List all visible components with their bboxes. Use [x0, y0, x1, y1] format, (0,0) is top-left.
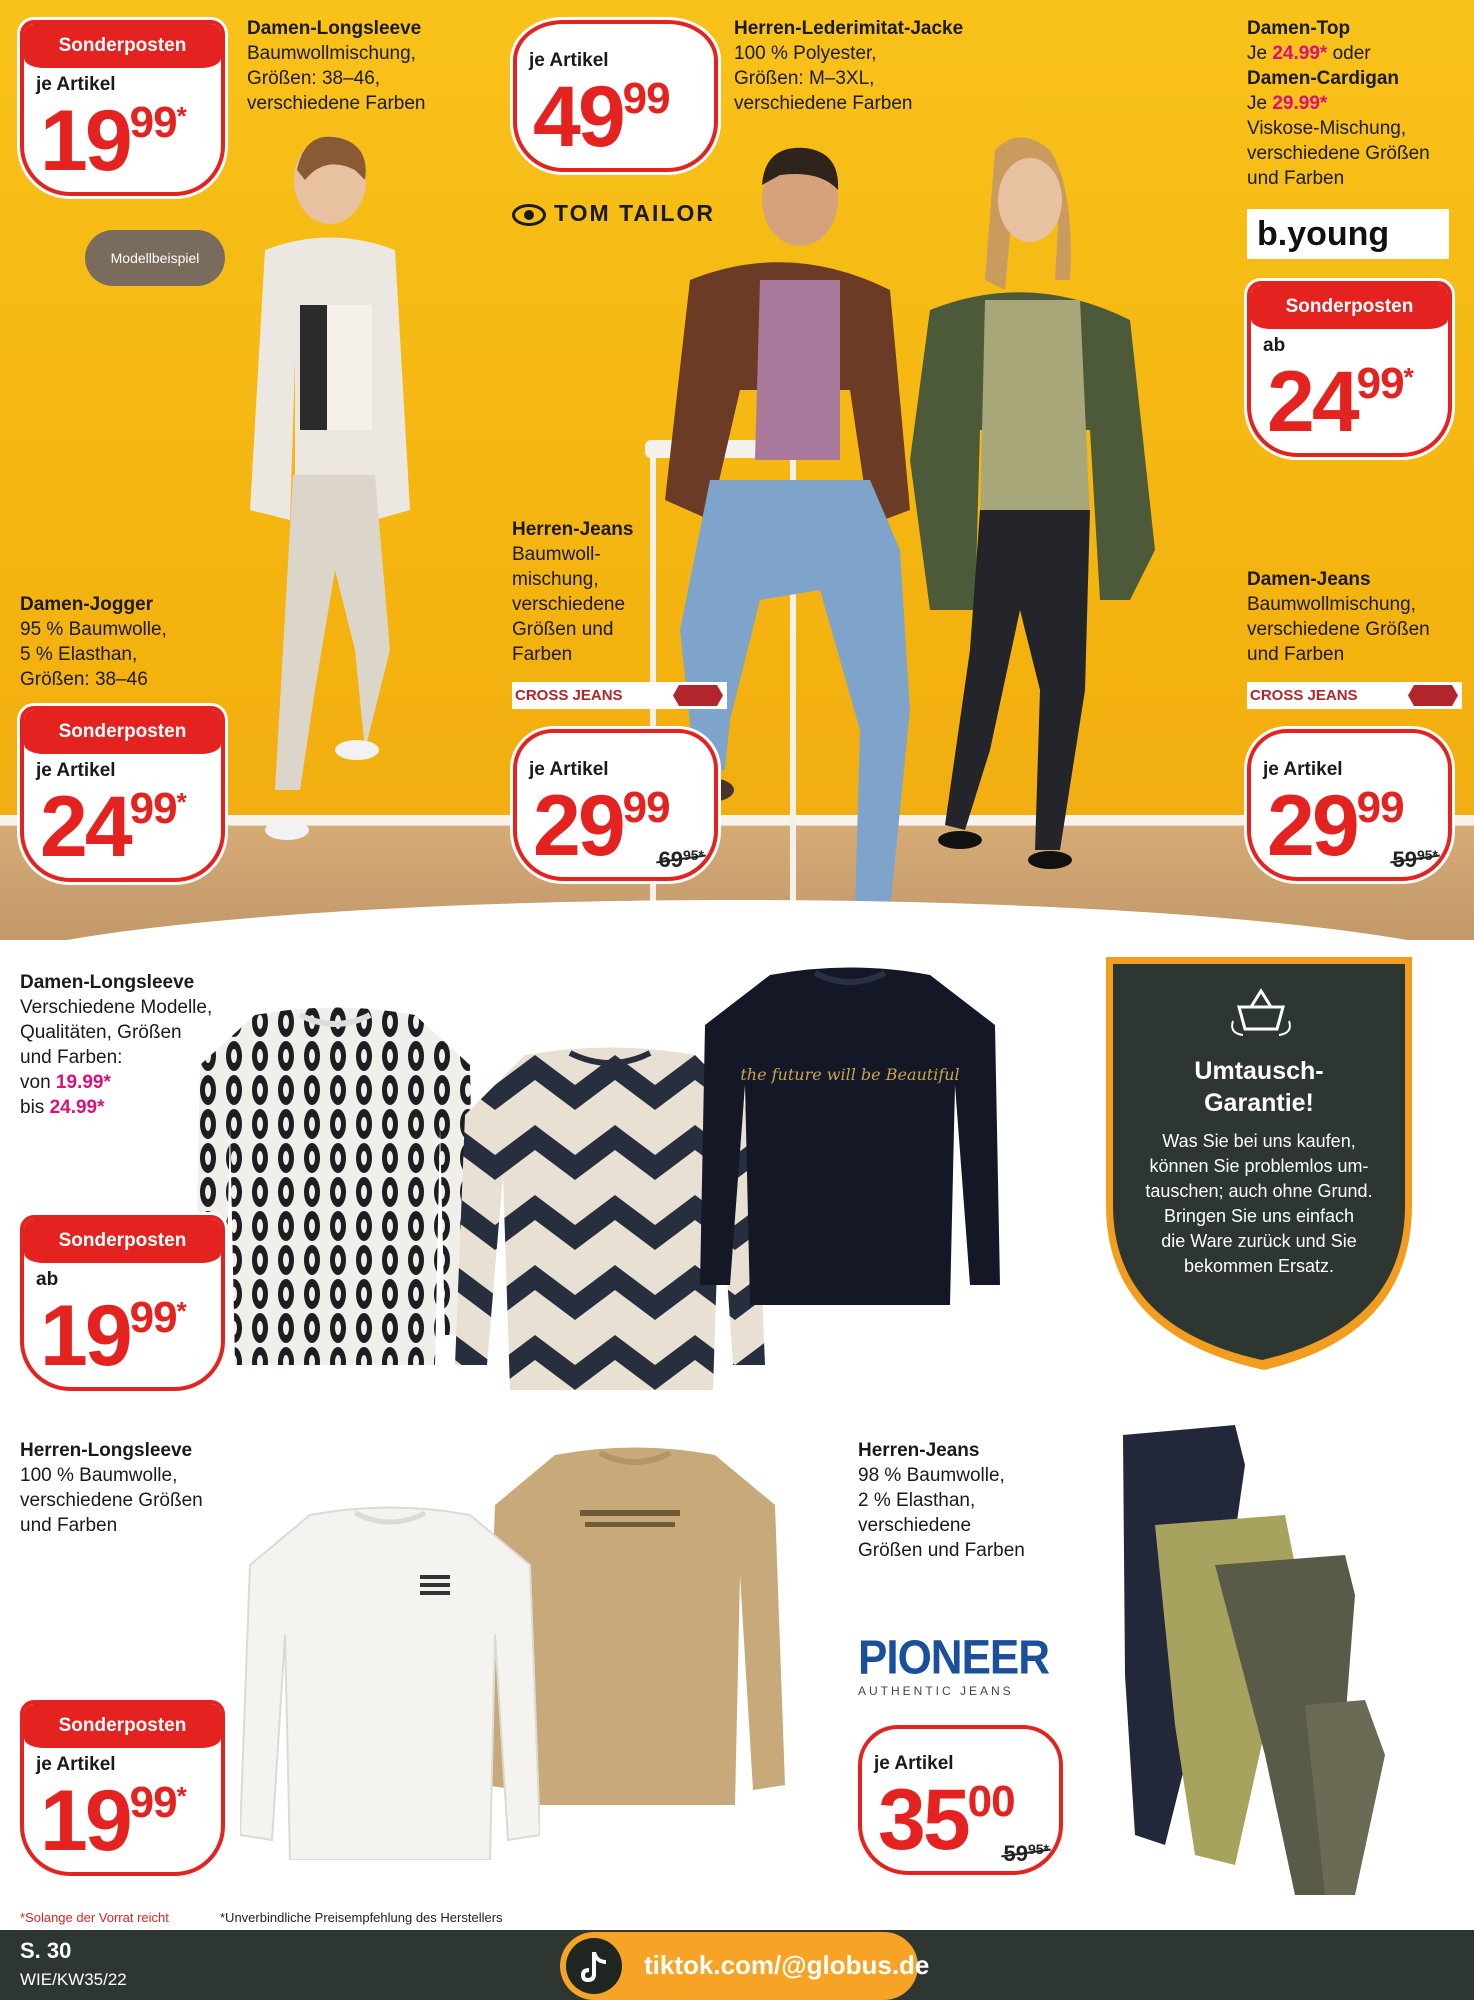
product-detail: Qualitäten, Größen [20, 1022, 182, 1043]
brand-name: CROSS JEANS [1250, 687, 1358, 704]
exchange-guarantee-panel [1104, 955, 1414, 1375]
badge-price [1251, 354, 1448, 453]
product-price-range [20, 1070, 212, 1095]
brand-name: b.young [1257, 215, 1390, 253]
product-title: Herren-Lederimitat-Jacke [734, 18, 964, 39]
price-euro: 24 [1267, 354, 1357, 450]
product-detail: verschiedene Farben [247, 93, 426, 114]
product-detail: und Farben [1247, 168, 1345, 189]
product-detail: 95 % Baumwolle, [20, 619, 167, 640]
badge-label: je Artikel [1263, 759, 1343, 780]
price-euro: 29 [533, 778, 623, 874]
model-woman-cardigan-image [890, 130, 1190, 890]
product-herren-longsleeve [20, 1438, 203, 1538]
brand-cross-jeans-logo [1247, 682, 1462, 709]
product-detail: Größen und [512, 619, 614, 640]
exchange-line: die Ware zurück und Sie [1161, 1231, 1357, 1251]
product-detail: verschiedene [512, 594, 626, 615]
badge-band: Sonderposten [24, 1704, 221, 1748]
badge-band: Sonderposten [24, 710, 221, 754]
product-damen-jogger [20, 592, 167, 692]
price-cardigan: 29.99* [1272, 93, 1328, 114]
product-detail: und Farben [1247, 644, 1345, 665]
price-euro: 49 [533, 69, 623, 165]
price-euro: 24 [40, 779, 130, 875]
price-prefix: Je [1247, 43, 1273, 64]
price-to: 24.99* [49, 1097, 105, 1118]
product-detail: Baumwollmischung, [247, 43, 416, 64]
product-detail: verschiedene Größen [20, 1490, 203, 1511]
brand-byoung-logo [1247, 209, 1449, 259]
exchange-line: bekommen Ersatz. [1183, 1256, 1335, 1276]
price-prefix: von [20, 1072, 56, 1093]
footnote-stock: *Solange der Vorrat reicht [20, 1910, 169, 1925]
price-euro: 19 [40, 1773, 130, 1869]
product-detail: Größen und Farben [858, 1540, 1025, 1561]
badge-price [862, 1772, 1059, 1871]
price-badge-herren-jeans [513, 729, 718, 881]
price-cent: 99 [129, 784, 177, 833]
brand-name: CROSS JEANS [515, 687, 623, 704]
exchange-title: Umtausch- [1194, 1057, 1324, 1085]
badge-price [24, 1288, 221, 1387]
product-title: Herren-Jeans [858, 1440, 980, 1461]
price-cent: 99 [129, 1293, 177, 1342]
old-price [658, 847, 704, 873]
basket-icon [1229, 985, 1293, 1041]
product-herren-jeans-pioneer [858, 1438, 1025, 1563]
badge-price [517, 778, 714, 877]
product-herren-jacke [734, 16, 963, 116]
old-price-euro: 59 [1003, 1841, 1028, 1866]
old-price-euro: 69 [658, 847, 683, 872]
product-price-line [1247, 91, 1430, 116]
price-cent: 99 [622, 783, 670, 832]
shirt-black-print-image [700, 965, 1000, 1315]
price-badge-herren-jeans-pioneer [858, 1725, 1063, 1875]
product-damen-top-cardigan [1247, 16, 1430, 191]
price-from: 19.99* [55, 1072, 111, 1093]
old-price [1003, 1841, 1049, 1867]
product-price-line [1247, 41, 1430, 66]
badge-price [24, 93, 221, 192]
price-asterisk: * [176, 1781, 187, 1811]
model-woman-longsleeve-image [205, 130, 455, 890]
price-prefix: bis [20, 1097, 50, 1118]
exchange-line: Bringen Sie uns einfach [1163, 1206, 1355, 1226]
badge-band: Sonderposten [24, 1219, 221, 1263]
price-badge-damen-top [1247, 281, 1452, 457]
shirt-print-text: the future will be Beautiful [740, 1065, 960, 1084]
old-price [1392, 847, 1438, 873]
price-cent: 99 [1356, 783, 1404, 832]
price-euro: 35 [878, 1772, 968, 1868]
exchange-title: Garantie! [1204, 1089, 1314, 1117]
price-cent: 99 [129, 98, 177, 147]
badge-price [24, 1773, 221, 1872]
exchange-line: Was Sie bei uns kaufen, [1162, 1131, 1356, 1151]
product-detail: 100 % Baumwolle, [20, 1465, 178, 1486]
footnote-rrp: *Unverbindliche Preisempfehlung des Herstellers [220, 1910, 503, 1925]
badge-label: je Artikel [529, 50, 609, 71]
old-price-cent: 95* [1027, 1841, 1049, 1857]
product-detail: und Farben [20, 1515, 118, 1536]
product-detail: Farben [512, 644, 573, 665]
jeans-stack-image [1095, 1425, 1425, 1895]
product-detail: Größen: 38–46, [247, 68, 381, 89]
badge-label: je Artikel [36, 760, 116, 781]
exchange-line: tauschen; auch ohne Grund. [1145, 1181, 1373, 1201]
price-suffix: oder [1327, 43, 1371, 64]
product-title: Damen-Jogger [20, 594, 154, 615]
product-detail: verschiedene Größen [1247, 143, 1430, 164]
product-title: Damen-Top [1247, 18, 1351, 39]
product-detail: Baumwollmischung, [1247, 594, 1416, 615]
old-price-euro: 59 [1392, 847, 1417, 872]
old-price-cent: 95* [682, 847, 704, 863]
badge-price [1251, 778, 1448, 877]
price-badge-damen-jeans [1247, 729, 1452, 881]
tiktok-link[interactable] [560, 1932, 930, 2000]
tiktok-url: tiktok.com/@globus.de [644, 1950, 930, 1980]
brand-pioneer-logo [858, 1630, 1050, 1698]
exchange-text [1104, 1055, 1414, 1279]
price-asterisk: * [176, 101, 187, 131]
product-detail: verschiedene [858, 1515, 972, 1536]
old-price-cent: 95* [1416, 847, 1438, 863]
price-asterisk: * [1403, 362, 1414, 392]
badge-label: ab [36, 1269, 59, 1290]
shirt-pattern-white-black-image [195, 1005, 475, 1370]
badge-price [517, 69, 714, 168]
product-title: Damen-Longsleeve [20, 972, 195, 993]
price-badge-herren-longsleeve [20, 1700, 225, 1876]
price-asterisk: * [176, 1296, 187, 1326]
product-title: Damen-Cardigan [1247, 68, 1400, 89]
edition-code: WIE/KW35/22 [20, 1970, 127, 1989]
brand-name: TOM TAILOR [554, 200, 715, 226]
price-badge-damen-longsleeve [20, 20, 225, 196]
product-title: Herren-Jeans [512, 519, 634, 540]
badge-price [24, 779, 221, 878]
badge-band: Sonderposten [1251, 285, 1448, 329]
badge-label: je Artikel [36, 1754, 116, 1775]
shirt-white-men-image [240, 1505, 540, 1860]
badge-label: je Artikel [529, 759, 609, 780]
price-cent: 00 [967, 1777, 1015, 1826]
product-detail: Größen: M–3XL, [734, 68, 875, 89]
price-badge-damen-jogger [20, 706, 225, 882]
brand-cross-jeans-logo [512, 682, 727, 709]
price-top: 24.99* [1272, 43, 1328, 64]
exchange-line: können Sie problemlos um- [1149, 1156, 1369, 1176]
product-detail: Viskose-Mischung, [1247, 118, 1407, 139]
product-title: Damen-Jeans [1247, 569, 1371, 590]
product-detail: und Farben: [20, 1047, 123, 1068]
price-euro: 29 [1267, 778, 1357, 874]
product-damen-longsleeve [247, 16, 426, 116]
price-euro: 19 [40, 93, 130, 189]
product-detail: mischung, [512, 569, 599, 590]
product-detail: Größen: 38–46 [20, 669, 148, 690]
badge-label: je Artikel [874, 1753, 954, 1774]
price-prefix: Je [1247, 93, 1273, 114]
tiktok-icon [566, 1938, 622, 1994]
product-damen-longsleeve-assortment [20, 970, 212, 1120]
price-cent: 99 [1356, 359, 1404, 408]
price-euro: 19 [40, 1288, 130, 1384]
badge-label: ab [1263, 335, 1286, 356]
product-detail: 100 % Polyester, [734, 43, 877, 64]
brand-name: PIONEER [858, 1630, 1050, 1685]
product-detail: Baumwoll- [512, 544, 601, 565]
model-example-badge: Modellbeispiel [85, 230, 225, 286]
product-price-range [20, 1095, 212, 1120]
product-detail: verschiedene Farben [734, 93, 913, 114]
badge-band: Sonderposten [24, 24, 221, 68]
product-damen-jeans [1247, 567, 1430, 667]
product-detail: 5 % Elasthan, [20, 644, 138, 665]
price-badge-damen-longsleeve-assortment [20, 1215, 225, 1391]
product-title: Damen-Longsleeve [247, 18, 422, 39]
page-number: S. 30 [20, 1938, 72, 1963]
product-title: Herren-Longsleeve [20, 1440, 193, 1461]
price-asterisk: * [176, 787, 187, 817]
product-detail: 98 % Baumwolle, [858, 1465, 1005, 1486]
product-herren-jeans [512, 517, 633, 667]
badge-label: je Artikel [36, 74, 116, 95]
brand-subtitle: AUTHENTIC JEANS [858, 1684, 1014, 1698]
price-cent: 99 [129, 1778, 177, 1827]
product-detail: Verschiedene Modelle, [20, 997, 213, 1018]
product-detail: 2 % Elasthan, [858, 1490, 976, 1511]
price-badge-herren-jacke [513, 20, 718, 172]
price-cent: 99 [622, 74, 670, 123]
brand-tom-tailor-logo [512, 200, 715, 227]
product-detail: verschiedene Größen [1247, 619, 1430, 640]
